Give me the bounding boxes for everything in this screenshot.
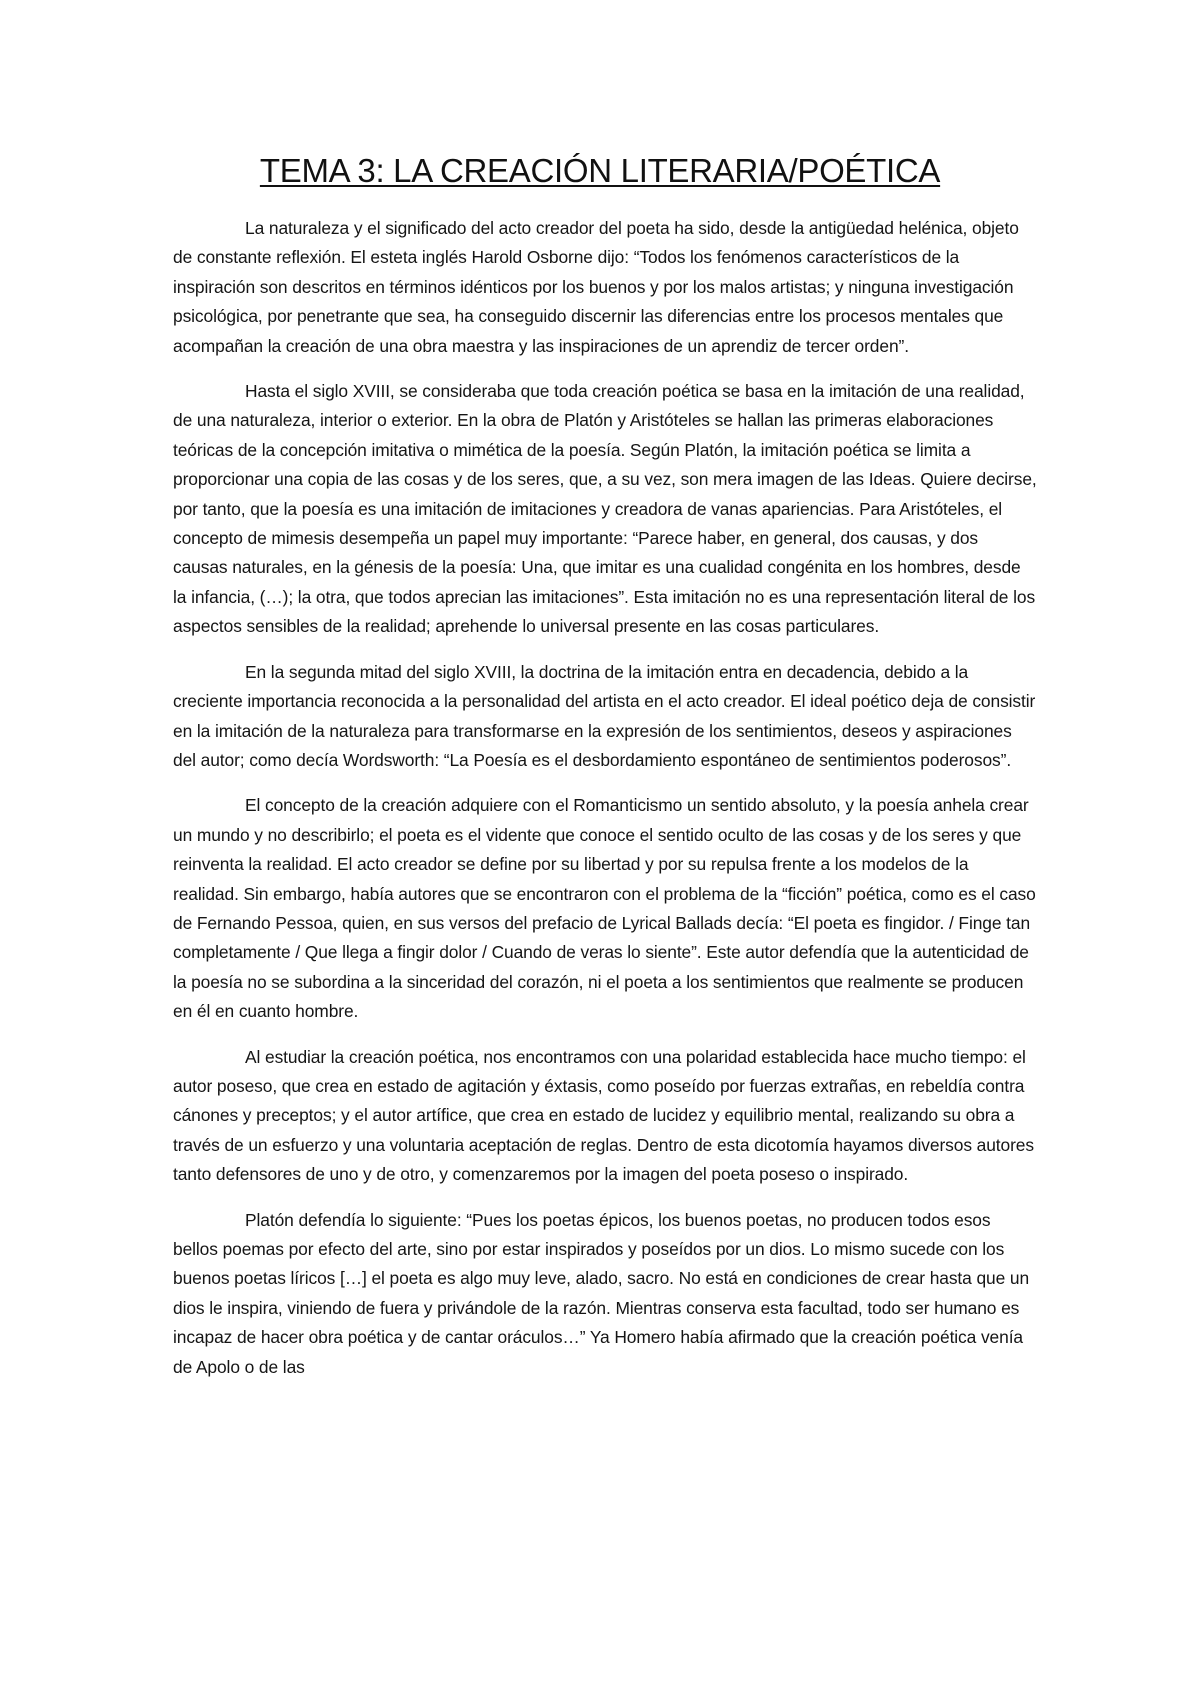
paragraph-osborne-quote: La naturaleza y el significado del acto creador del poeta ha sido, desde la antigüedad helénica, objeto de constante reflexión. El esteta inglés Harold Osborne dijo: “Todos los fenómenos característicos de la inspiración son descritos en términos idénticos por los buenos y por los malos artistas; y ninguna investigación psicológica, por penetrante que sea, ha conseguido discernir las diferencias entre los procesos mentales que acompañan la creación de una obra maestra y las inspiraciones de un aprendiz de tercer orden”. (173, 218, 1019, 356)
paragraph-siglo-xviii: En la segunda mitad del siglo XVIII, la doctrina de la imitación entra en decadencia, debido a la creciente importancia reconocida a la personalidad del artista en el acto creador. El ideal poético deja de consistir en la imitación de la naturaleza para transformarse en la expresión de los sentimientos, deseos y aspiraciones del autor; como decía Wordsworth: “La Poesía es el desbordamiento espontáneo de sentimientos poderosos”. (173, 661, 1036, 770)
document-body (173, 214, 1037, 1398)
paragraph-romanticismo: El concepto de la creación adquiere con el Romanticismo un sentido absoluto, y la poesía anhela crear un mundo y no describirlo; el poeta es el vidente que conoce el sentido oculto de las cosas y de los seres y que reinventa la realidad. El acto creador se define por su libertad y por su repulsa frente a los modelos de la realidad. Sin embargo, había autores que se encontraron con el problema de la “ficción” poética, como es el caso de Fernando Pessoa, quien, en sus versos del prefacio de Lyrical Ballads decía: “El poeta es fingidor. / Finge tan completamente / Que llega a fingir dolor / Cuando de veras lo siente”. Este autor defendía que la autenticidad de la poesía no se subordina a la sinceridad del corazón, ni el poeta a los sentimientos que realmente se producen en él en cuanto hombre. (173, 795, 1036, 1022)
document-title: TEMA 3: LA CREACIÓN LITERARIA/POÉTICA (259, 152, 941, 189)
paragraph-polaridad: Al estudiar la creación poética, nos encontramos con una polaridad establecida hace mucho tiempo: el autor poseso, que crea en estado de agitación y éxtasis, como poseído por fuerzas extrañas, en rebeldía contra cánones y preceptos; y el autor artífice, que crea en estado de lucidez y equilibrio mental, realizando su obra a través de un esfuerzo y una voluntaria aceptación de reglas. Dentro de esta dicotomía hayamos diversos autores tanto defensores de uno y de otro, y comenzaremos por la imagen del poeta poseso o inspirado. (173, 1046, 1034, 1185)
paragraph-platon: Platón defendía lo siguiente: “Pues los poetas épicos, los buenos poetas, no producen todos esos bellos poemas por efecto del arte, sino por estar inspirados y poseídos por un dios. Lo mismo sucede con los buenos poetas líricos […] el poeta es algo muy leve, alado, sacro. No está en condiciones de crear hasta que un dios le inspira, viniendo de fuera y privándole de la razón. Mientras conserva esta facultad, todo ser humano es incapaz de hacer obra poética y de cantar oráculos…” Ya Homero había afirmado que la creación poética venía de Apolo o de las (173, 1209, 1030, 1377)
paragraph-mimesis: Hasta el siglo XVIII, se consideraba que toda creación poética se basa en la imitación de una realidad, de una naturaleza, interior o exterior. En la obra de Platón y Aristóteles se hallan las primeras elaboraciones teóricas de la concepción imitativa o mimética de la poesía. Según Platón, la imitación poética se limita a proporcionar una copia de las cosas y de los seres, que, a su vez, son mera imagen de las Ideas. Quiere decirse, por tanto, que la poesía es una imitación de imitaciones y creadora de vanas apariencias. Para Aristóteles, el concepto de mimesis desempeña un papel muy importante: “Parece haber, en general, dos causas, y dos causas naturales, en la génesis de la poesía: Una, que imitar es una cualidad congénita en los hombres, desde la infancia, (…); la otra, que todos aprecian las imitaciones”. Esta imitación no es una representación literal de los aspectos sensibles de la realidad; aprehende lo universal presente en las cosas particulares. (173, 381, 1037, 637)
